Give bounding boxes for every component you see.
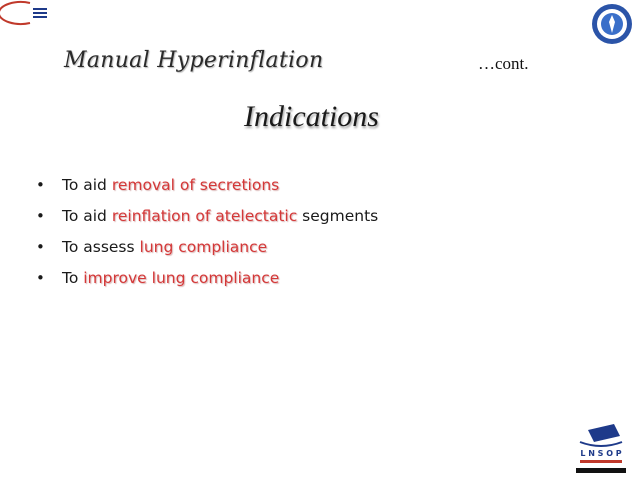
- lnsop-logo-bottom-right: [568, 420, 634, 476]
- list-item: • To aid reinflation of atelectatic segments: [36, 201, 378, 232]
- highlighted-phrase: removal of secretions: [111, 176, 280, 194]
- indications-list: [36, 170, 378, 294]
- emblem-logo-top-right: [590, 2, 634, 46]
- logo-text: L N S O P: [580, 449, 622, 458]
- continued-label: …cont.: [478, 54, 529, 73]
- institution-logo-top-left: [0, 0, 54, 26]
- bullet-icon: •: [36, 176, 45, 194]
- list-item: • To assess lung compliance: [36, 232, 378, 263]
- highlighted-phrase: lung compliance: [139, 238, 268, 256]
- slide-title: Manual Hyperinflation: [64, 48, 324, 73]
- highlighted-phrase: reinflation of atelectatic: [111, 207, 298, 225]
- bullet-icon: •: [36, 238, 45, 256]
- bullet-icon: •: [36, 269, 45, 287]
- list-item: • To improve lung compliance: [36, 263, 378, 294]
- highlighted-phrase: improve lung compliance: [83, 269, 280, 287]
- bullet-icon: •: [36, 207, 45, 225]
- section-heading: Indications: [244, 100, 379, 133]
- list-item: • To aid removal of secretions: [36, 170, 378, 201]
